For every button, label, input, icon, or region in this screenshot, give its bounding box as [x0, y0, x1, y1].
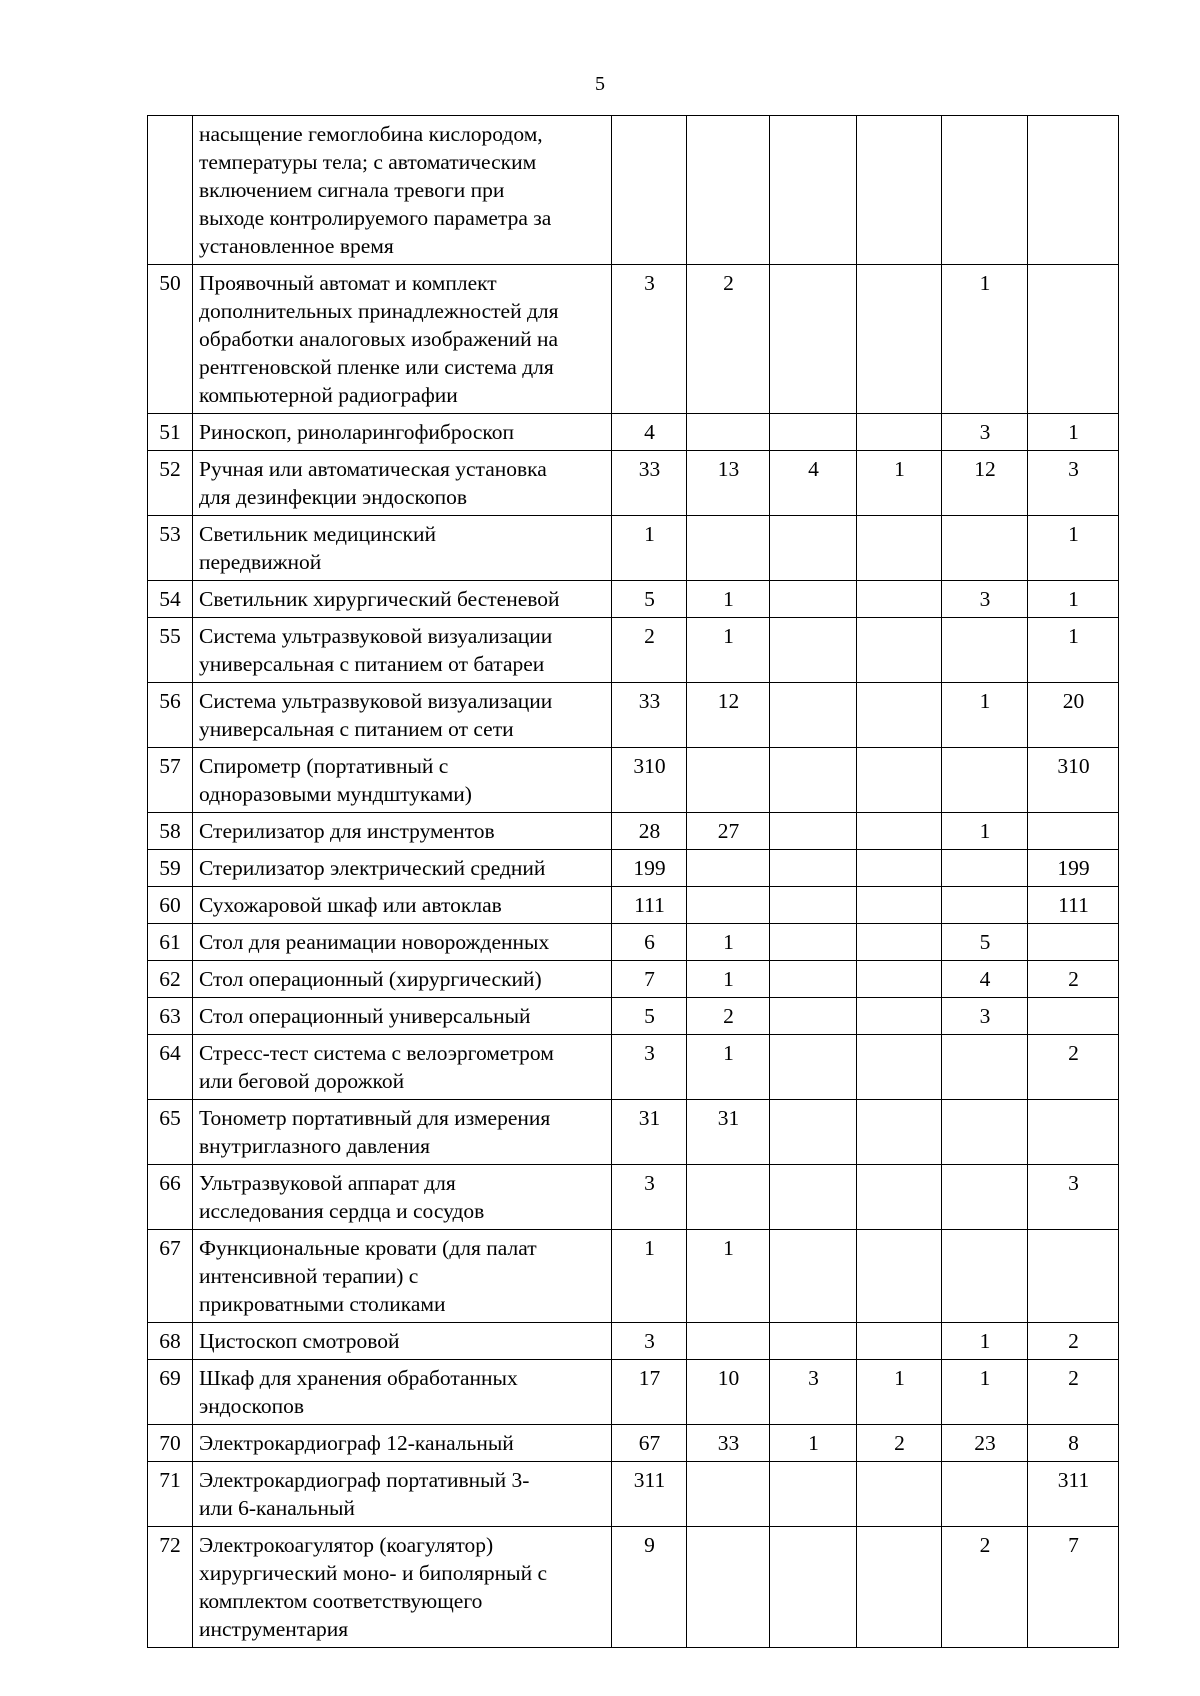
- quantity-cell-col-6: [1028, 116, 1119, 265]
- quantity-cell-col-2: [687, 1323, 770, 1360]
- row-number-cell: 70: [148, 1425, 193, 1462]
- quantity-cell-col-3: [770, 1230, 857, 1323]
- quantity-cell-col-2: [687, 516, 770, 581]
- quantity-cell-col-2: [687, 1165, 770, 1230]
- quantity-cell-col-5: [942, 887, 1028, 924]
- quantity-cell-col-4: [857, 1100, 942, 1165]
- quantity-cell-col-4: [857, 516, 942, 581]
- quantity-cell-col-3: [770, 1035, 857, 1100]
- quantity-cell-col-3: 4: [770, 451, 857, 516]
- row-number-cell: 58: [148, 813, 193, 850]
- quantity-cell-col-3: [770, 1165, 857, 1230]
- quantity-cell-col-2: 1: [687, 924, 770, 961]
- quantity-cell-col-5: [942, 1100, 1028, 1165]
- quantity-cell-col-6: 1: [1028, 581, 1119, 618]
- quantity-cell-col-6: 3: [1028, 1165, 1119, 1230]
- quantity-cell-col-4: [857, 581, 942, 618]
- equipment-name-cell: Светильник медицинский передвижной: [193, 516, 612, 581]
- quantity-cell-col-6: 199: [1028, 850, 1119, 887]
- quantity-cell-col-3: 3: [770, 1360, 857, 1425]
- equipment-name-cell: Проявочный автомат и комплект дополнительных принадлежностей для обработки аналоговых изображений на рентгеновской пленке или система для компьютерной радиографии: [193, 265, 612, 414]
- quantity-cell-col-5: 5: [942, 924, 1028, 961]
- equipment-name-cell: Система ультразвуковой визуализации универсальная с питанием от сети: [193, 683, 612, 748]
- equipment-name-cell: Шкаф для хранения обработанных эндоскопов: [193, 1360, 612, 1425]
- table-row: [148, 116, 1119, 265]
- quantity-cell-col-2: 2: [687, 265, 770, 414]
- equipment-table: [147, 115, 1119, 1648]
- quantity-cell-col-6: [1028, 1230, 1119, 1323]
- quantity-cell-col-1: 7: [612, 961, 687, 998]
- row-number-cell: 64: [148, 1035, 193, 1100]
- equipment-name-cell: Стерилизатор электрический средний: [193, 850, 612, 887]
- quantity-cell-col-1: 3: [612, 265, 687, 414]
- quantity-cell-col-4: 1: [857, 451, 942, 516]
- quantity-cell-col-1: 1: [612, 1230, 687, 1323]
- quantity-cell-col-6: [1028, 265, 1119, 414]
- quantity-cell-col-6: 1: [1028, 414, 1119, 451]
- row-number-cell: 50: [148, 265, 193, 414]
- quantity-cell-col-3: [770, 265, 857, 414]
- quantity-cell-col-5: [942, 1462, 1028, 1527]
- quantity-cell-col-5: 1: [942, 813, 1028, 850]
- quantity-cell-col-5: [942, 1035, 1028, 1100]
- quantity-cell-col-4: [857, 813, 942, 850]
- quantity-cell-col-2: [687, 1527, 770, 1648]
- quantity-cell-col-2: 2: [687, 998, 770, 1035]
- quantity-cell-col-1: 311: [612, 1462, 687, 1527]
- quantity-cell-col-4: [857, 1323, 942, 1360]
- table-row: [148, 1323, 1119, 1360]
- quantity-cell-col-3: [770, 813, 857, 850]
- quantity-cell-col-5: 12: [942, 451, 1028, 516]
- quantity-cell-col-6: 1: [1028, 618, 1119, 683]
- equipment-name-cell: Риноскоп, риноларингофиброскоп: [193, 414, 612, 451]
- table-row: [148, 1527, 1119, 1648]
- page-number: 5: [595, 73, 605, 95]
- quantity-cell-col-2: 1: [687, 618, 770, 683]
- quantity-cell-col-6: [1028, 1100, 1119, 1165]
- row-number-cell: 53: [148, 516, 193, 581]
- quantity-cell-col-3: [770, 1323, 857, 1360]
- quantity-cell-col-4: [857, 683, 942, 748]
- quantity-cell-col-2: 13: [687, 451, 770, 516]
- quantity-cell-col-5: [942, 748, 1028, 813]
- quantity-cell-col-4: [857, 1165, 942, 1230]
- row-number-cell: 60: [148, 887, 193, 924]
- quantity-cell-col-2: 1: [687, 581, 770, 618]
- quantity-cell-col-6: 2: [1028, 1323, 1119, 1360]
- table-row: [148, 683, 1119, 748]
- quantity-cell-col-6: [1028, 813, 1119, 850]
- equipment-name-cell: Стол операционный универсальный: [193, 998, 612, 1035]
- row-number-cell: 65: [148, 1100, 193, 1165]
- quantity-cell-col-1: 1: [612, 516, 687, 581]
- equipment-name-cell: Стол операционный (хирургический): [193, 961, 612, 998]
- quantity-cell-col-2: 10: [687, 1360, 770, 1425]
- quantity-cell-col-5: [942, 516, 1028, 581]
- quantity-cell-col-3: [770, 998, 857, 1035]
- table-row: [148, 1230, 1119, 1323]
- table-row: [148, 1035, 1119, 1100]
- quantity-cell-col-5: 1: [942, 1323, 1028, 1360]
- table-row: [148, 961, 1119, 998]
- quantity-cell-col-3: [770, 1527, 857, 1648]
- quantity-cell-col-3: [770, 516, 857, 581]
- quantity-cell-col-5: [942, 116, 1028, 265]
- quantity-cell-col-2: 27: [687, 813, 770, 850]
- quantity-cell-col-4: [857, 265, 942, 414]
- table-row: [148, 618, 1119, 683]
- quantity-cell-col-4: [857, 961, 942, 998]
- quantity-cell-col-6: 7: [1028, 1527, 1119, 1648]
- quantity-cell-col-1: 111: [612, 887, 687, 924]
- quantity-cell-col-3: [770, 581, 857, 618]
- table-row: [148, 1462, 1119, 1527]
- row-number-cell: 69: [148, 1360, 193, 1425]
- quantity-cell-col-1: 67: [612, 1425, 687, 1462]
- quantity-cell-col-4: [857, 998, 942, 1035]
- quantity-cell-col-4: [857, 924, 942, 961]
- equipment-name-cell: Спирометр (портативный с одноразовыми мундштуками): [193, 748, 612, 813]
- quantity-cell-col-5: 3: [942, 414, 1028, 451]
- quantity-cell-col-5: [942, 1230, 1028, 1323]
- row-number-cell: 59: [148, 850, 193, 887]
- quantity-cell-col-4: [857, 887, 942, 924]
- quantity-cell-col-3: [770, 924, 857, 961]
- quantity-cell-col-3: [770, 116, 857, 265]
- table-row: [148, 1165, 1119, 1230]
- quantity-cell-col-5: [942, 1165, 1028, 1230]
- quantity-cell-col-1: 33: [612, 451, 687, 516]
- quantity-cell-col-1: 310: [612, 748, 687, 813]
- quantity-cell-col-2: [687, 414, 770, 451]
- quantity-cell-col-4: [857, 748, 942, 813]
- quantity-cell-col-2: 1: [687, 1035, 770, 1100]
- quantity-cell-col-2: [687, 1462, 770, 1527]
- quantity-cell-col-2: 33: [687, 1425, 770, 1462]
- quantity-cell-col-6: 2: [1028, 961, 1119, 998]
- equipment-name-cell: Сухожаровой шкаф или автоклав: [193, 887, 612, 924]
- quantity-cell-col-4: [857, 1230, 942, 1323]
- equipment-name-cell: Система ультразвуковой визуализации универсальная с питанием от батареи: [193, 618, 612, 683]
- row-number-cell: 56: [148, 683, 193, 748]
- equipment-name-cell: Электрокардиограф 12-канальный: [193, 1425, 612, 1462]
- row-number-cell: [148, 116, 193, 265]
- quantity-cell-col-3: [770, 1100, 857, 1165]
- quantity-cell-col-5: 1: [942, 265, 1028, 414]
- table-row: [148, 813, 1119, 850]
- quantity-cell-col-1: [612, 116, 687, 265]
- quantity-cell-col-6: [1028, 924, 1119, 961]
- quantity-cell-col-5: [942, 850, 1028, 887]
- equipment-name-cell: Стресс-тест система с велоэргометром или беговой дорожкой: [193, 1035, 612, 1100]
- table-row: [148, 1360, 1119, 1425]
- quantity-cell-col-5: [942, 618, 1028, 683]
- quantity-cell-col-3: [770, 414, 857, 451]
- equipment-name-cell: Тонометр портативный для измерения внутриглазного давления: [193, 1100, 612, 1165]
- equipment-name-cell: Электрокардиограф портативный 3- или 6-канальный: [193, 1462, 612, 1527]
- quantity-cell-col-4: 1: [857, 1360, 942, 1425]
- quantity-cell-col-4: [857, 116, 942, 265]
- equipment-name-cell: Цистоскоп смотровой: [193, 1323, 612, 1360]
- quantity-cell-col-3: [770, 748, 857, 813]
- quantity-cell-col-3: [770, 887, 857, 924]
- quantity-cell-col-1: 3: [612, 1165, 687, 1230]
- table-row: [148, 1100, 1119, 1165]
- table-row: [148, 924, 1119, 961]
- quantity-cell-col-6: 111: [1028, 887, 1119, 924]
- equipment-name-cell: насыщение гемоглобина кислородом, температуры тела; с автоматическим включением сигнала тревоги при выходе контролируемого параметра за установленное время: [193, 116, 612, 265]
- equipment-name-cell: Ультразвуковой аппарат для исследования сердца и сосудов: [193, 1165, 612, 1230]
- row-number-cell: 61: [148, 924, 193, 961]
- quantity-cell-col-3: [770, 850, 857, 887]
- quantity-cell-col-5: 3: [942, 581, 1028, 618]
- quantity-cell-col-2: 12: [687, 683, 770, 748]
- quantity-cell-col-4: [857, 850, 942, 887]
- quantity-cell-col-5: 4: [942, 961, 1028, 998]
- quantity-cell-col-1: 5: [612, 998, 687, 1035]
- quantity-cell-col-6: 20: [1028, 683, 1119, 748]
- quantity-cell-col-3: [770, 961, 857, 998]
- quantity-cell-col-1: 3: [612, 1035, 687, 1100]
- equipment-table-body: [148, 116, 1119, 1648]
- table-row: [148, 748, 1119, 813]
- table-row: [148, 581, 1119, 618]
- table-row: [148, 516, 1119, 581]
- quantity-cell-col-5: 2: [942, 1527, 1028, 1648]
- table-row: [148, 850, 1119, 887]
- quantity-cell-col-1: 199: [612, 850, 687, 887]
- equipment-name-cell: Стерилизатор для инструментов: [193, 813, 612, 850]
- equipment-name-cell: Ручная или автоматическая установка для дезинфекции эндоскопов: [193, 451, 612, 516]
- quantity-cell-col-5: 23: [942, 1425, 1028, 1462]
- table-row: [148, 887, 1119, 924]
- quantity-cell-col-2: [687, 887, 770, 924]
- quantity-cell-col-1: 4: [612, 414, 687, 451]
- quantity-cell-col-2: [687, 748, 770, 813]
- quantity-cell-col-6: 1: [1028, 516, 1119, 581]
- quantity-cell-col-6: 311: [1028, 1462, 1119, 1527]
- quantity-cell-col-3: [770, 618, 857, 683]
- quantity-cell-col-3: [770, 1462, 857, 1527]
- table-row: [148, 414, 1119, 451]
- quantity-cell-col-1: 5: [612, 581, 687, 618]
- quantity-cell-col-6: [1028, 998, 1119, 1035]
- quantity-cell-col-1: 33: [612, 683, 687, 748]
- quantity-cell-col-6: 8: [1028, 1425, 1119, 1462]
- quantity-cell-col-5: 1: [942, 683, 1028, 748]
- row-number-cell: 52: [148, 451, 193, 516]
- quantity-cell-col-1: 17: [612, 1360, 687, 1425]
- row-number-cell: 55: [148, 618, 193, 683]
- row-number-cell: 54: [148, 581, 193, 618]
- quantity-cell-col-3: 1: [770, 1425, 857, 1462]
- quantity-cell-col-2: 1: [687, 961, 770, 998]
- equipment-name-cell: Функциональные кровати (для палат интенсивной терапии) с прикроватными столиками: [193, 1230, 612, 1323]
- quantity-cell-col-4: [857, 1035, 942, 1100]
- quantity-cell-col-2: [687, 850, 770, 887]
- quantity-cell-col-4: [857, 618, 942, 683]
- quantity-cell-col-2: 1: [687, 1230, 770, 1323]
- quantity-cell-col-1: 6: [612, 924, 687, 961]
- table-row: [148, 265, 1119, 414]
- row-number-cell: 71: [148, 1462, 193, 1527]
- row-number-cell: 72: [148, 1527, 193, 1648]
- table-row: [148, 1425, 1119, 1462]
- quantity-cell-col-6: 3: [1028, 451, 1119, 516]
- quantity-cell-col-5: 1: [942, 1360, 1028, 1425]
- row-number-cell: 51: [148, 414, 193, 451]
- quantity-cell-col-6: 2: [1028, 1035, 1119, 1100]
- quantity-cell-col-2: 31: [687, 1100, 770, 1165]
- quantity-cell-col-4: [857, 1462, 942, 1527]
- quantity-cell-col-4: [857, 1527, 942, 1648]
- equipment-name-cell: Электрокоагулятор (коагулятор) хирургический моно- и биполярный с комплектом соответствующего инструментария: [193, 1527, 612, 1648]
- quantity-cell-col-1: 28: [612, 813, 687, 850]
- row-number-cell: 67: [148, 1230, 193, 1323]
- table-row: [148, 998, 1119, 1035]
- quantity-cell-col-4: [857, 414, 942, 451]
- quantity-cell-col-6: 2: [1028, 1360, 1119, 1425]
- row-number-cell: 68: [148, 1323, 193, 1360]
- row-number-cell: 66: [148, 1165, 193, 1230]
- equipment-name-cell: Стол для реанимации новорожденных: [193, 924, 612, 961]
- quantity-cell-col-1: 9: [612, 1527, 687, 1648]
- row-number-cell: 63: [148, 998, 193, 1035]
- quantity-cell-col-6: 310: [1028, 748, 1119, 813]
- row-number-cell: 57: [148, 748, 193, 813]
- quantity-cell-col-3: [770, 683, 857, 748]
- row-number-cell: 62: [148, 961, 193, 998]
- quantity-cell-col-5: 3: [942, 998, 1028, 1035]
- quantity-cell-col-1: 3: [612, 1323, 687, 1360]
- equipment-name-cell: Светильник хирургический бестеневой: [193, 581, 612, 618]
- quantity-cell-col-1: 2: [612, 618, 687, 683]
- quantity-cell-col-2: [687, 116, 770, 265]
- quantity-cell-col-4: 2: [857, 1425, 942, 1462]
- quantity-cell-col-1: 31: [612, 1100, 687, 1165]
- table-row: [148, 451, 1119, 516]
